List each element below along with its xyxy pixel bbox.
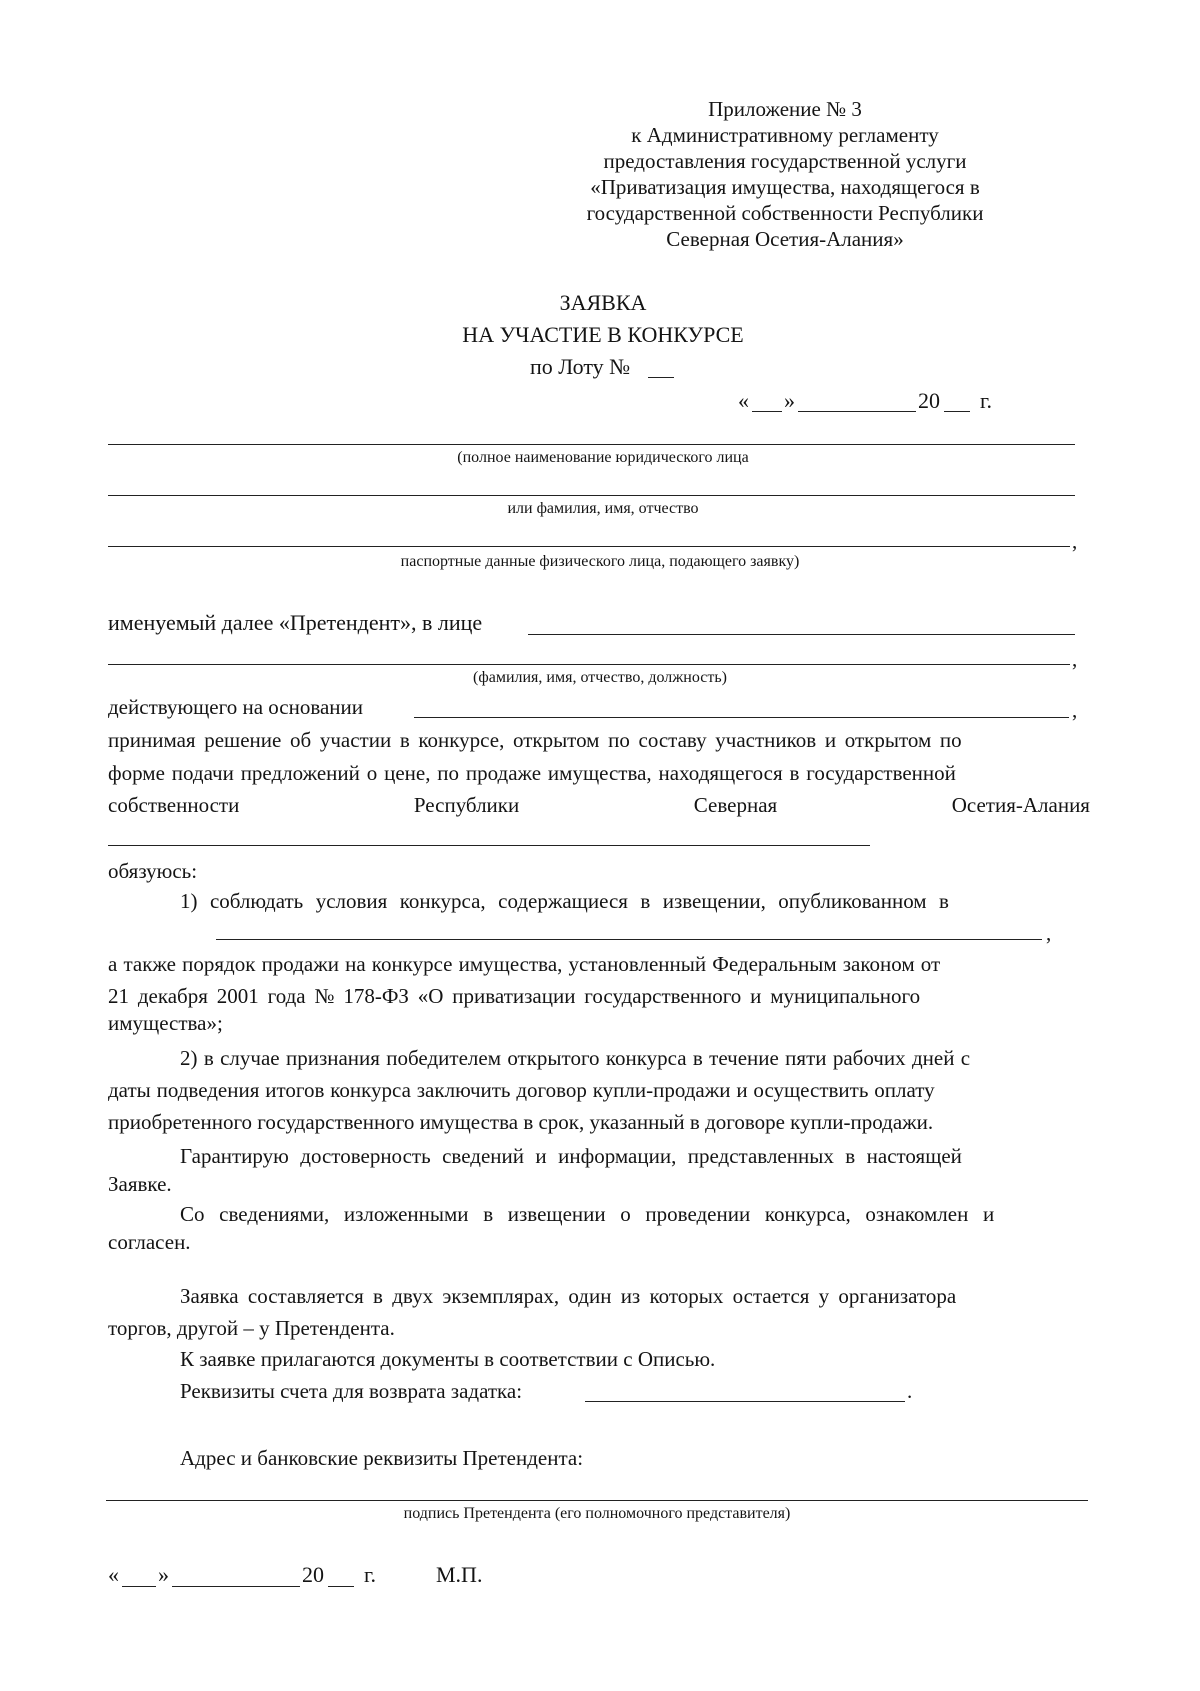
- body-p1-word-3: Северная: [693, 793, 778, 817]
- date-quote-open: «: [738, 388, 749, 413]
- acting-basis-label: действующего на основании: [108, 695, 364, 719]
- representative-field[interactable]: [528, 634, 1075, 635]
- appendix-line-1: Приложение № 3: [708, 97, 862, 121]
- sign-date-day-field[interactable]: [122, 1586, 156, 1587]
- date-year-field[interactable]: [944, 411, 970, 412]
- item-1-line-1: 1) соблюдать условия конкурса, содержащиеся в извещении, опубликованном в: [180, 889, 949, 913]
- copies-line-1: Заявка составляется в двух экземплярах, один из которых остается у организатора: [180, 1284, 957, 1308]
- guarantee-line-2: Заявке.: [108, 1172, 172, 1196]
- item-2-line-2: даты подведения итогов конкурса заключить договор купли-продажи и осуществить оплату: [108, 1078, 935, 1102]
- appendix-line-3: предоставления государственной услуги: [603, 149, 967, 173]
- refund-account-field[interactable]: [585, 1401, 905, 1402]
- representative-comma: ,: [1072, 647, 1078, 671]
- representative-caption: (фамилия, имя, отчество, должность): [473, 669, 727, 686]
- acquainted-line-1: Со сведениями, изложенными в извещении о проведении конкурса, ознакомлен и: [180, 1202, 995, 1226]
- sign-date-quote-open: «: [108, 1562, 119, 1587]
- attached-docs: К заявке прилагаются документы в соответствии с Описью.: [180, 1347, 716, 1371]
- appendix-line-4: «Приватизация имущества, находящегося в: [590, 175, 980, 199]
- publication-field[interactable]: [216, 939, 1042, 940]
- form-subtitle: НА УЧАСТИЕ В КОНКУРСЕ: [462, 322, 744, 347]
- applicant-name-field-2[interactable]: [108, 495, 1075, 496]
- body-p1-line-2: форме подачи предложений о цене, по продаже имущества, находящегося в государственной: [108, 761, 956, 785]
- sign-date-year-field[interactable]: [328, 1586, 354, 1587]
- body-p1-line-3: [108, 792, 1090, 818]
- copies-line-2: торгов, другой – у Претендента.: [108, 1316, 395, 1340]
- sign-date-year-prefix: 20: [302, 1562, 324, 1587]
- guarantee-line-1: Гарантирую достоверность сведений и информации, представленных в настоящей: [180, 1144, 962, 1168]
- refund-dot: .: [907, 1379, 913, 1403]
- applicant-comma: ,: [1072, 529, 1078, 553]
- named-as-label: именуемый далее «Претендент», в лице: [108, 610, 483, 635]
- applicant-name-field-1[interactable]: [108, 444, 1075, 445]
- applicant-caption-3: паспортные данные физического лица, подающего заявку): [400, 553, 800, 570]
- representative-field-2[interactable]: [108, 664, 1070, 665]
- appendix-line-5: государственной собственности Республики: [586, 201, 984, 225]
- item-1-line-4: имущества»;: [108, 1011, 223, 1035]
- publication-comma: ,: [1046, 921, 1052, 945]
- body-p1-word-2: Республики: [413, 793, 520, 817]
- applicant-name-field-3[interactable]: [108, 546, 1070, 547]
- applicant-caption-2: или фамилия, имя, отчество: [507, 500, 699, 517]
- sign-date-month-field[interactable]: [172, 1586, 300, 1587]
- date-year-prefix: 20: [918, 388, 940, 413]
- address-label: Адрес и банковские реквизиты Претендента:: [180, 1446, 584, 1470]
- body-p1-word-1: собственности: [108, 793, 240, 817]
- date-day-field[interactable]: [752, 411, 782, 412]
- property-field[interactable]: [108, 845, 870, 846]
- lot-number-field[interactable]: [648, 377, 674, 378]
- sign-date-year-suffix: г.: [364, 1562, 377, 1587]
- date-quote-close: »: [784, 388, 795, 413]
- acting-basis-field[interactable]: [414, 717, 1069, 718]
- body-p1-word-4: Осетия-Алания: [951, 793, 1090, 817]
- signature-caption: подпись Претендента (его полномочного представителя): [403, 1505, 791, 1522]
- sign-date-quote-close: »: [158, 1562, 169, 1587]
- appendix-line-2: к Административному регламенту: [631, 123, 939, 147]
- signature-field[interactable]: [106, 1500, 1088, 1501]
- appendix-line-6: Северная Осетия-Алания»: [666, 227, 904, 251]
- stamp-place: М.П.: [436, 1562, 483, 1587]
- item-1-line-3: 21 декабря 2001 года № 178-ФЗ «О приватизации государственного и муниципального: [108, 984, 921, 1008]
- applicant-caption-1: (полное наименование юридического лица: [457, 449, 749, 466]
- date-month-field[interactable]: [798, 411, 916, 412]
- item-2-line-1: 2) в случае признания победителем открытого конкурса в течение пяти рабочих дней с: [180, 1046, 971, 1070]
- body-p1-line-1: принимая решение об участии в конкурсе, открытом по составу участников и открытом по: [108, 728, 962, 752]
- acting-basis-comma: ,: [1072, 698, 1078, 722]
- item-2-line-3: приобретенного государственного имущества в срок, указанный в договоре купли-продажи.: [108, 1110, 934, 1134]
- item-1-line-2: а также порядок продажи на конкурсе имущества, установленный Федеральным законом от: [108, 952, 941, 976]
- refund-label: Реквизиты счета для возврата задатка:: [180, 1379, 523, 1403]
- obligate-label: обязуюсь:: [108, 859, 198, 883]
- form-title: ЗАЯВКА: [559, 290, 647, 315]
- acquainted-line-2: согласен.: [108, 1230, 191, 1254]
- lot-number-label: по Лоту №: [530, 354, 631, 379]
- date-year-suffix: г.: [980, 388, 993, 413]
